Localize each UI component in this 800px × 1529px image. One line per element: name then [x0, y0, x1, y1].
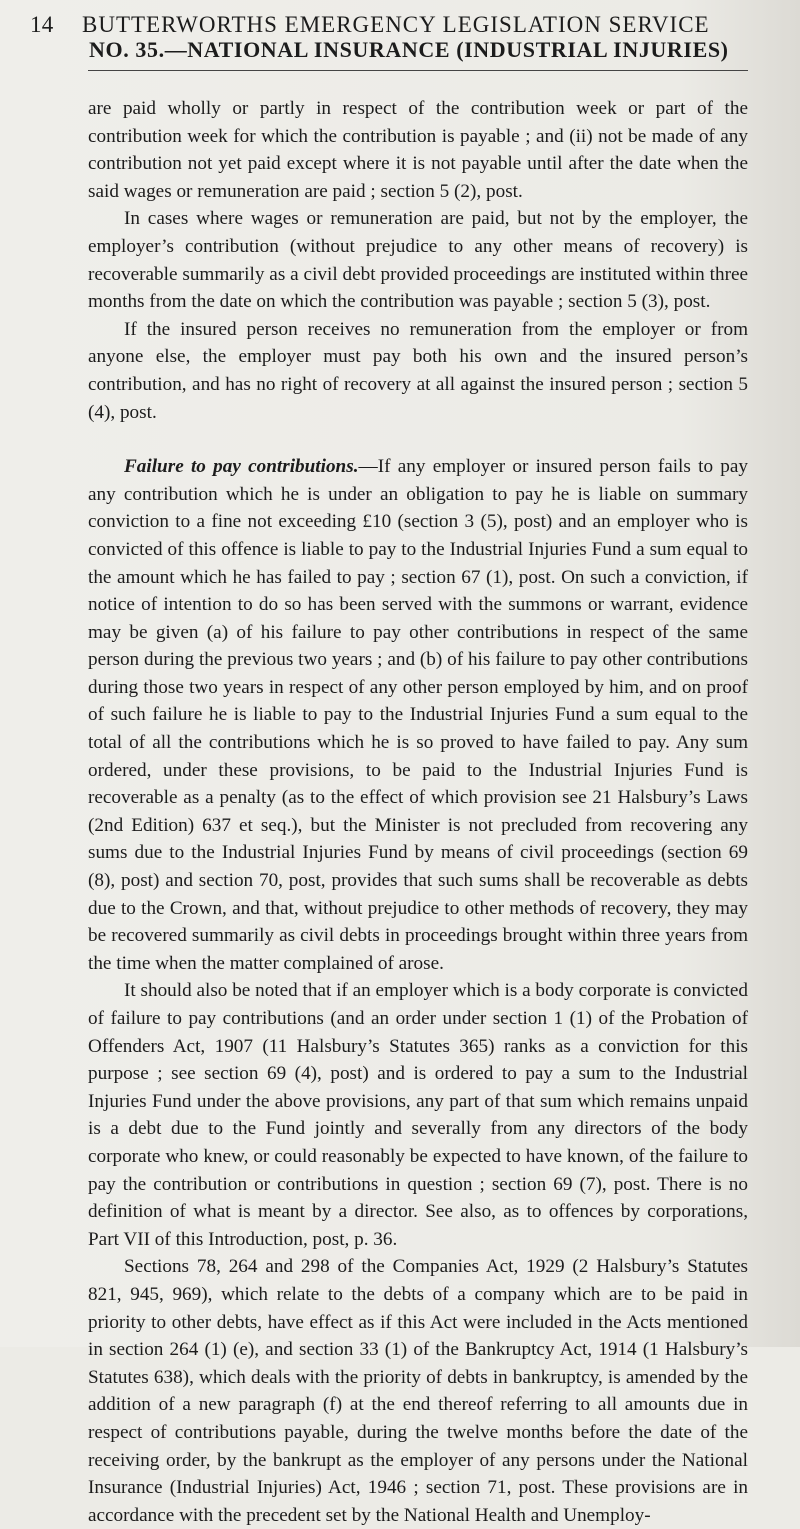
paragraph-4-text: —If any employer or insured person fails to pay any contribution which he is under an obligation to pay he is liable on summary conviction to a fine not exceeding £10 (section 3 (5), post) and an employer who is convicted of this offence is liable to pay to the Industrial Injuries Fund a sum equal to the amount which he has failed to pay ; section 67 (1), post. On such a conviction, if notice of intention to do so has been served with the summons or warrant, evidence may be given (a) of his failure to pay other contributions in respect of the same person during the previous two years ; and (b) of his failure to pay other contributions during those two years in respect of any other person employed by him, and on proof of such failure he is liable to pay to the Industrial Injuries Fund a sum equal to the total of all the contributions which he is so proved to have failed to pay. Any sum ordered, under these provisions, to be paid to the Industrial Injuries Fund is recoverable as a penalty (as to the effect of which provision see 21 Halsbury’s Laws (2nd Edition) 637 et seq.), but the Minister is not precluded from recovering any sums due to the Industrial Injuries Fund by means of civil proceedings (section 69 (8), post) and section 70, post, provides that such sums shall be recoverable as debts due to the Crown, and that, without prejudice to other methods of recovery, they may be recovered summarily as civil debts in proceedings brought within three years from the time when the matter complained of arose.	[88, 456, 749, 974]
paragraph-5: It should also be noted that if an employer which is a body corporate is convicted of failure to pay contributions (and an order under section 1 (1) of the Probation of Offenders Act, 1907 (11 Halsbury’s Statutes 365) ranks as a conviction for this purpose ; see section 69 (4), post) and is ordered to pay a sum to the Industrial Injuries Fund under the above provisions, any part of that sum which remains unpaid is a debt due to the Fund jointly and severally from any directors of the body corporate who knew, or could reasonably be expected to have known, of the failure to pay the contribution or contributions in question ; section 69 (7), post. There is no definition of what is meant by a director. See also, as to offences by corporations, Part VII of this Introduction, post, p. 36.	[88, 980, 748, 1250]
paragraph-3: If the insured person receives no remuneration from the employer or from anyone else, the employer must pay both his own and the insured person’s contribution, and has no right of recovery at all against the insured person ; section 5 (4), post.	[88, 318, 748, 423]
section-title: NO. 35.—NATIONAL INSURANCE (INDUSTRIAL INJURIES)	[89, 37, 729, 62]
paragraph-6: Sections 78, 264 and 298 of the Companies Act, 1929 (2 Halsbury’s Statutes 821, 945, 969), which relate to the debts of a company which are to be paid in priority to other debts, have effect as if this Act were included in the Acts mentioned in section 264 (1) (e), and section 33 (1) of the Bankruptcy Act, 1914 (1 Halsbury’s Statutes 638), which deals with the priority of debts in bankruptcy, is amended by the addition of a new paragraph (f) at the end thereof referring to all amounts due in respect of contributions payable, during the twelve months before the date of the receiving order, by the bankrupt as the employer of any persons under the National Insurance (Industrial Injuries) Act, 1946 ; section 71, post. These provisions are in accordance with the precedent set by the National Health and Unemploy-	[88, 1256, 748, 1526]
running-head	[30, 12, 760, 38]
paragraph-1: are paid wholly or partly in respect of the contribution week or part of the contribution week for which the contribution is payable ; and (ii) not be made of any contribution not yet paid except where it is not payable until after the date when the said wages or remuneration are paid ; section 5 (2), post.	[88, 98, 748, 202]
publication-title: BUTTERWORTHS EMERGENCY LEGISLATION SERVICE	[82, 12, 710, 37]
paragraph-heading: Failure to pay contributions.	[124, 456, 359, 478]
paragraph-4	[88, 453, 748, 977]
paragraph-2: In cases where wages or remuneration are paid, but not by the employer, the employer’s contribution (without prejudice to any other means of recovery) is recoverable summarily as a civil debt provided proceedings are instituted within three months from the date on which the contribution was payable ; section 5 (3), post.	[88, 208, 748, 313]
header-rule	[88, 70, 748, 71]
page-number: 14	[30, 12, 54, 37]
body-text	[88, 95, 748, 1529]
